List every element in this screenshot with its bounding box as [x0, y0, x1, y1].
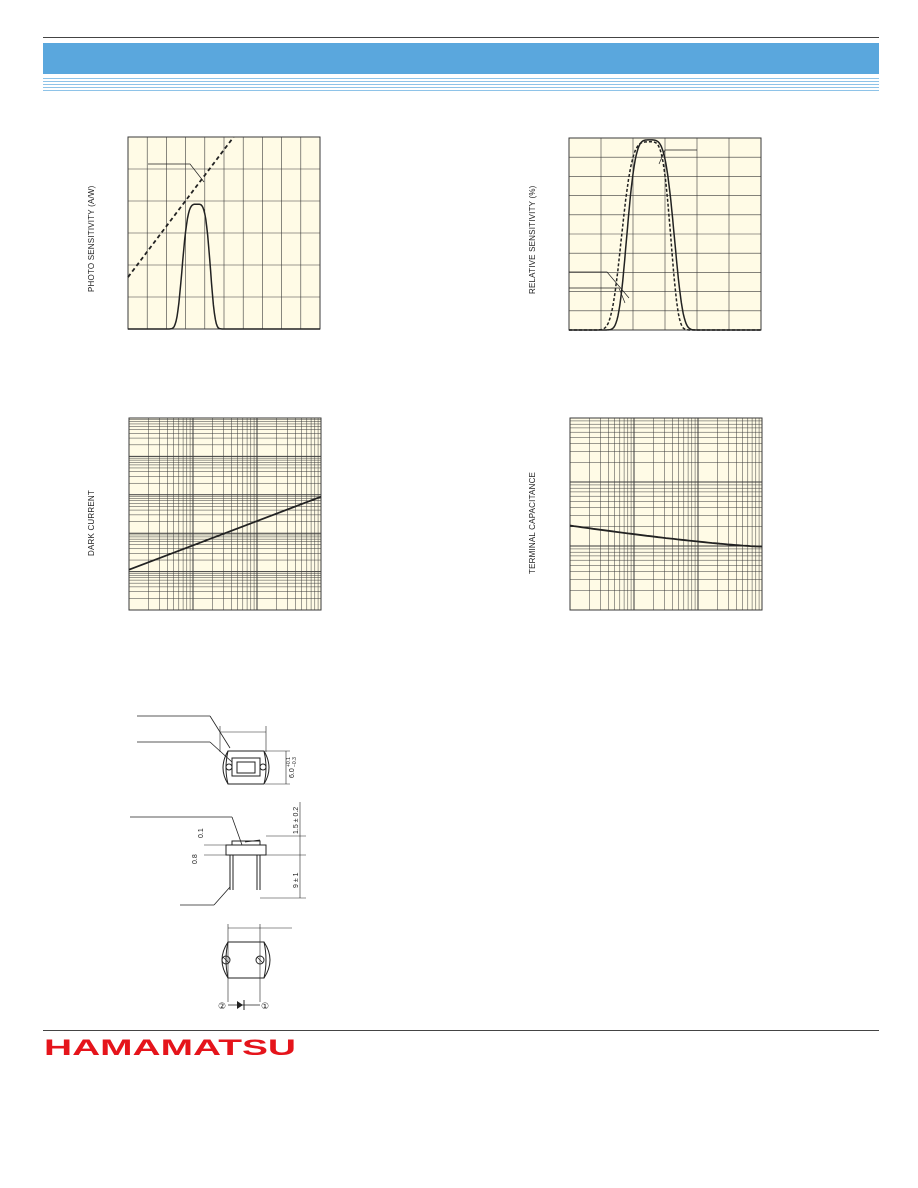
- pin-cathode-label: ①: [261, 1002, 270, 1012]
- dimensional-outline-drawing: [120, 712, 320, 1017]
- title-banner: [43, 43, 879, 74]
- bottom-view: [222, 924, 292, 1002]
- dim-b-label: 0.8: [192, 854, 199, 864]
- dim-a-label: 0.1: [198, 828, 205, 838]
- pin-diagram: [228, 1000, 260, 1010]
- dim-height-label: 1.5 ± 0.2: [293, 806, 300, 834]
- chart-relative-spectral: [569, 138, 761, 330]
- top-rule: [43, 37, 879, 38]
- chart-spectral-response: [128, 137, 320, 329]
- chart-relative-ylabel: RELATIVE SENSITIVITY (%): [528, 185, 537, 294]
- pin-anode-label: ②: [218, 1002, 227, 1012]
- svg-text:HAMAMATSU: HAMAMATSU: [44, 1035, 296, 1060]
- dim-width-label: 6.0: [289, 768, 296, 778]
- chart-terminal-capacitance: [570, 418, 762, 610]
- top-view: [137, 716, 290, 784]
- chart-capacitance-ylabel: TERMINAL CAPACITANCE: [528, 471, 537, 574]
- plot-area: [129, 418, 321, 610]
- hamamatsu-logo: [44, 1035, 296, 1060]
- dim-width-tol-lower: −0.3: [292, 757, 298, 767]
- side-view: [130, 802, 306, 905]
- banner-stripes: [43, 77, 879, 91]
- chart-dark-current: [129, 418, 321, 610]
- chart-spectral-ylabel: PHOTO SENSITIVITY (A/W): [87, 185, 96, 292]
- dim-lead-length-label: 9 ± 1: [293, 872, 300, 888]
- plot-area: [570, 418, 762, 610]
- dim-width-tol-upper: +0.1: [286, 757, 292, 767]
- footer-rule: [43, 1030, 879, 1031]
- chart-dark-current-ylabel: DARK CURRENT: [87, 490, 96, 556]
